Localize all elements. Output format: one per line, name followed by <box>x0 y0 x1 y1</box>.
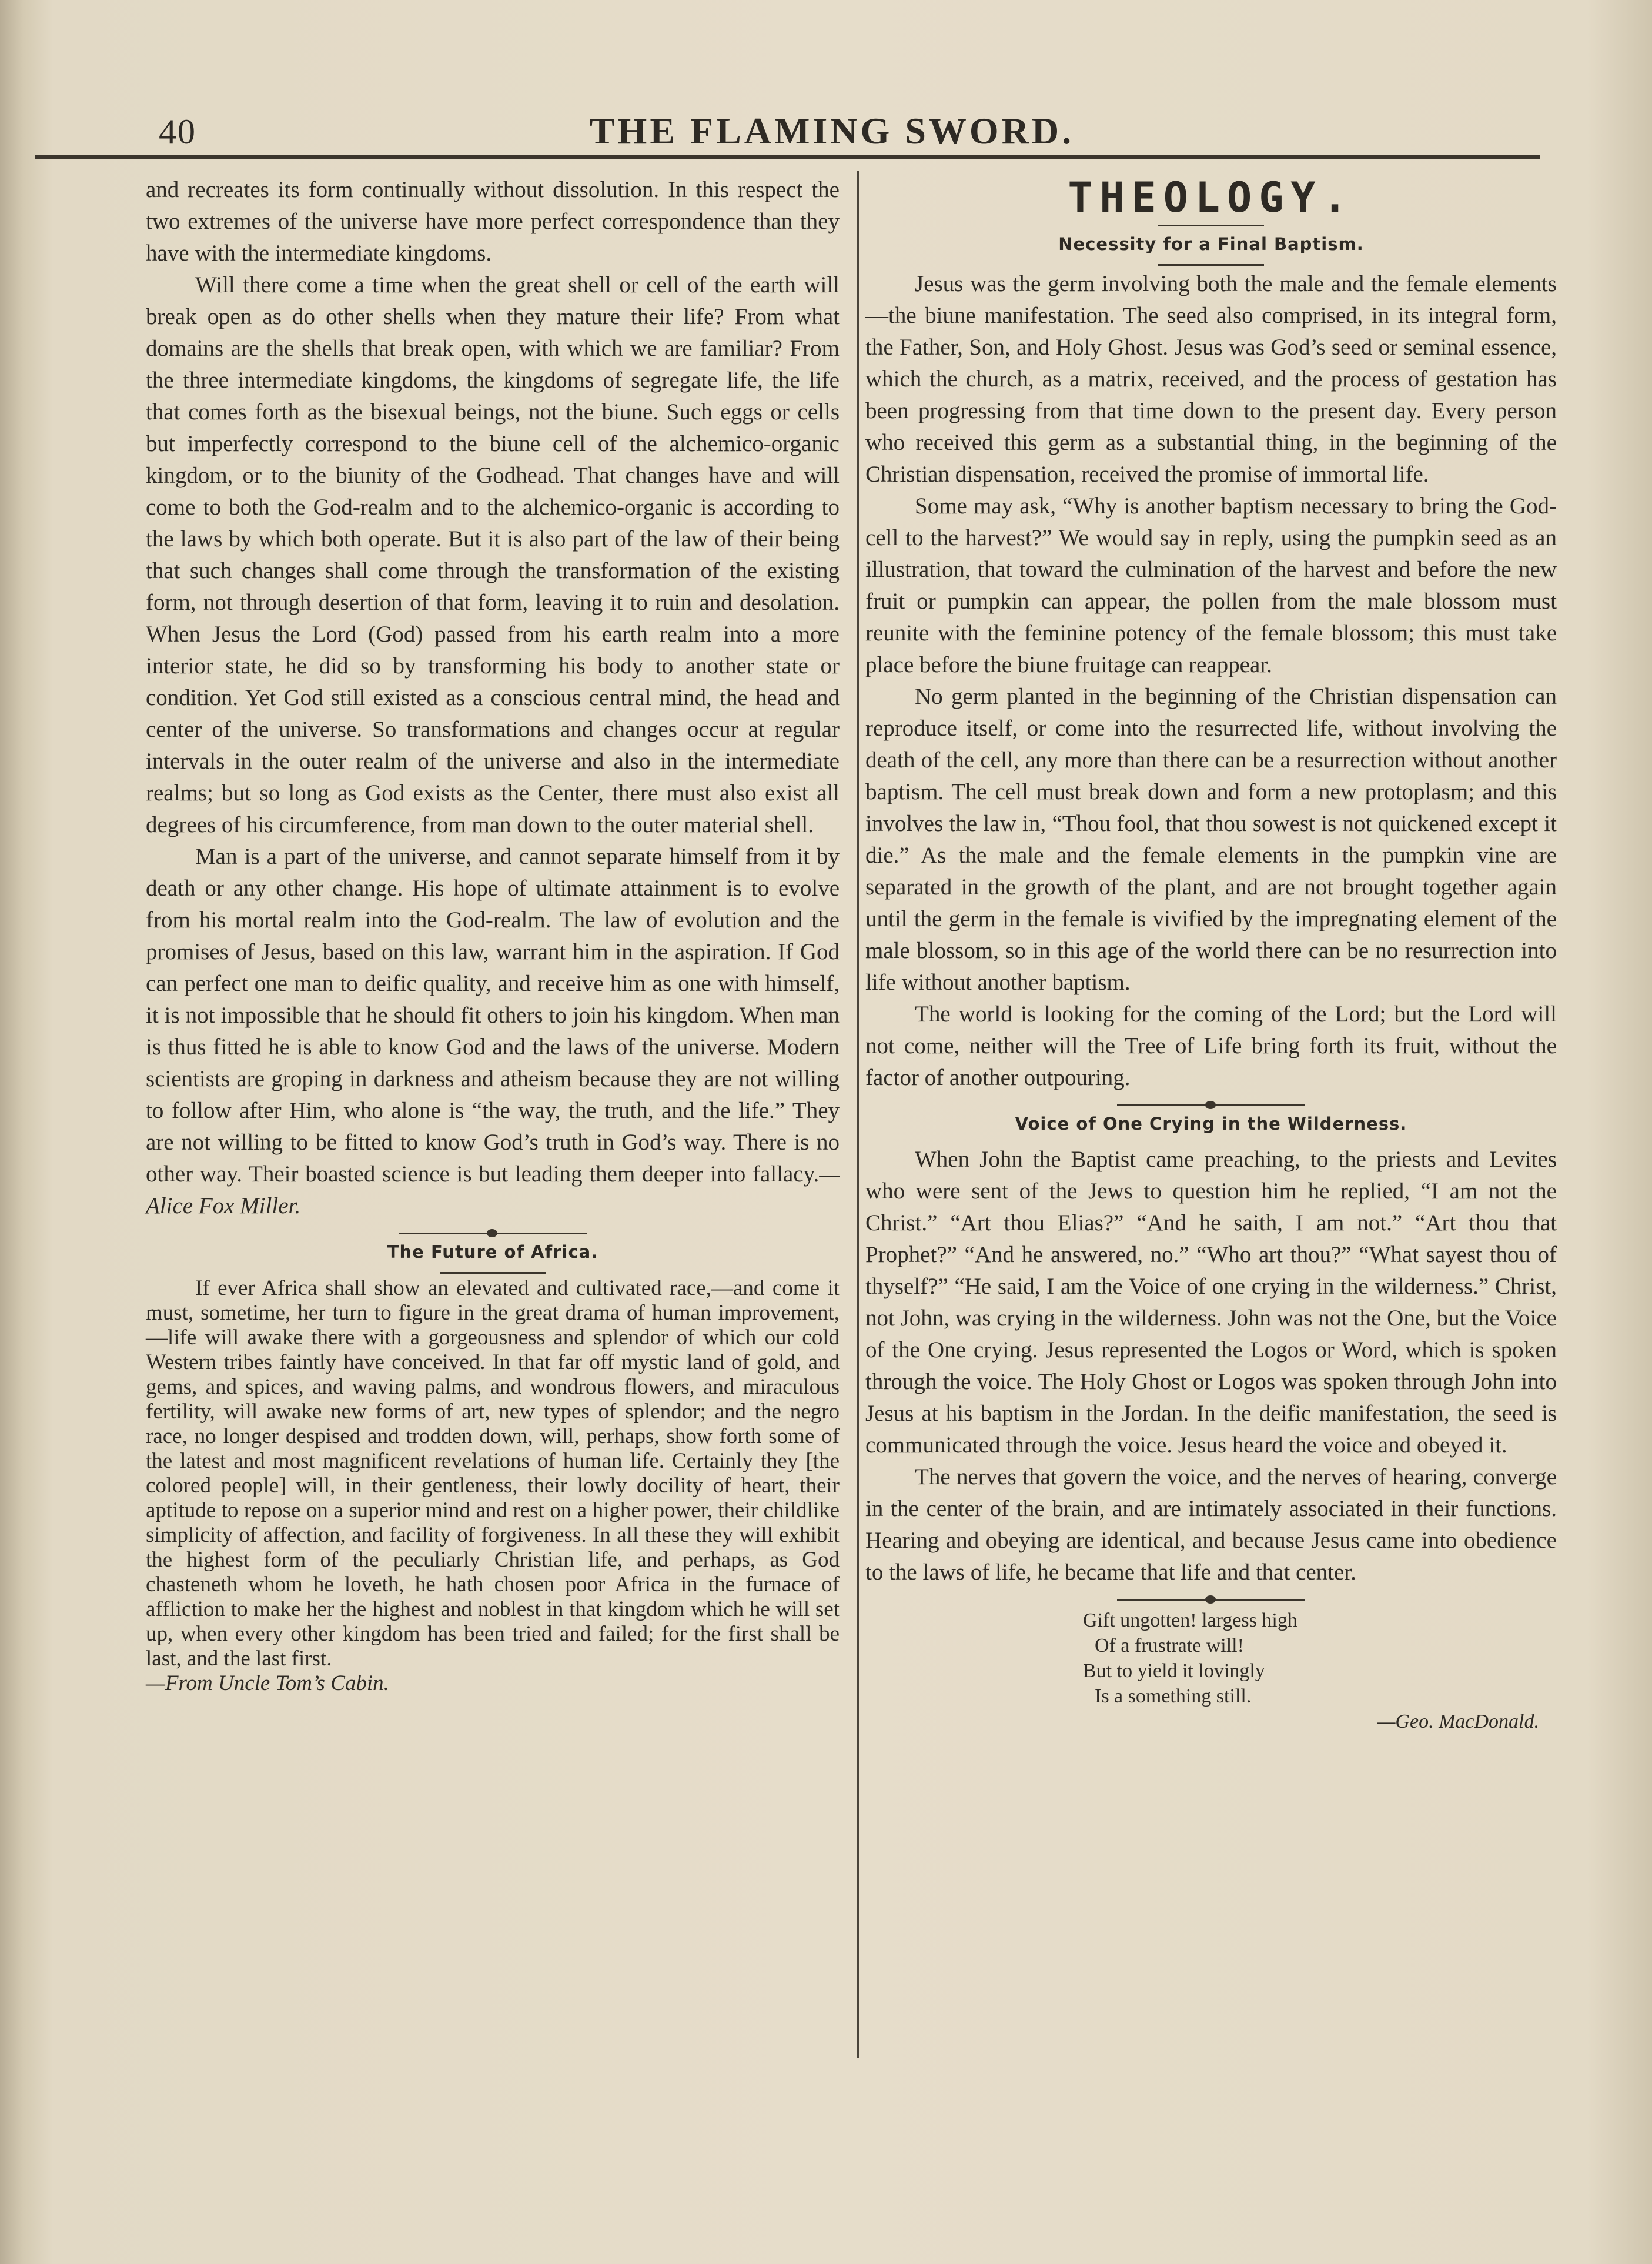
title-rule <box>1158 225 1264 226</box>
paragraph: Will there come a time when the great shell or cell of the earth will break open as do other shells when they mature their life? From what domains are the shells that break open, with which we are familiar? From the three intermediate kingdoms, the kingdoms of segregate life, the life that comes forth as the bisexual beings, not the biune. Such eggs or cells but imperfectly correspond to the biune cell of the alchemico-organic kingdom, or to the biunity of the Godhead. That changes have and will come to both the God-realm and to the alchemico-organic is according to the laws by which both operate. But it is also part of the law of their being that such changes shall come through the transformation of the existing form, not through desertion of that form, leaving it to ruin and desolation. When Jesus the Lord (God) passed from his earth realm into a more interior state, he did so by transforming his body to another state or condition. Yet God still existed as a conscious central mind, the head and center of the universe. So transformations and changes occur at regular intervals in the outer realm of the universe and also in the intermediate realms; but so long as God exists as the Center, there must also exist all degrees of his circumference, from man down to the outer material shell. <box>146 272 840 837</box>
paragraph <box>146 841 840 1222</box>
poem-line: Is a something still. <box>1095 1685 1252 1707</box>
paragraph: Some may ask, “Why is another baptism necessary to bring the God-cell to the harvest?” We would say in reply, using the pumpkin seed as an illustration, that toward the culmination of the harvest and before the new fruit or pumpkin can appear, the pollen from the male blossom must reunite with the feminine potency of the female blossom; this must take place before the biune fruitage can reappear. <box>865 493 1557 677</box>
paragraph: No germ planted in the beginning of the Christian dispensation can reproduce itself, or come into the resurrected life, without involving the death of the cell, any more than there can be a resurrection without another baptism. The cell must break down and form a new protoplasm; and this involves the law in, “Thou fool, that thou sowest is not quickened except it die.” As the male and the female elements in the pumpkin vine are separated in the growth of the plant, and are not brought together again until the germ in the female is vivified by the impregnating element of the male blossom, so in this age of the world there can be no resurrection into life without another baptism. <box>865 684 1557 995</box>
left-column <box>146 174 840 1696</box>
running-title: THE FLAMING SWORD. <box>589 110 1075 152</box>
africa-text: If ever Africa shall show an elevated and cultivated race,—and come it must, sometime, her turn to figure in the great drama of human improvement,—life will awake there with a gorgeousness and splendor of which our cold Western tribes faintly have conceived. In that far off mystic land of gold, and gems, and spices, and waving palms, and wondrous flowers, and miraculous fertility, will awake new forms of art, new types of splendor; and the negro race, no longer despised and trodden down, will, perhaps, show forth some of the latest and most magnificent revelations of human life. Certainly they [the colored people] will, in their gentleness, their lowly docility of heart, their aptitude to repose on a superior mind and rest on a higher power, their childlike simplicity of affection, and facility of forgiveness. In all these they will exhibit the highest form of the peculiarly Christian life, and perhaps, as God chasteneth whom he loveth, he hath chosen poor Africa in the furnace of affliction to make her the highest and noblest in that kingdom which he will set up, when every other kingdom has been tried and failed; for the first shall be last, and the last first. <box>146 1276 840 1671</box>
department-title: THEOLOGY. <box>1068 173 1355 222</box>
paragraph-text: Man is a part of the universe, and cannot separate himself from it by death or any other change. His hope of ultimate attainment is to evolve from his mortal realm into the God-realm. The law of evolution and the promises of Jesus, based on this law, warrant him in the aspiration. If God can perfect one man to deific quality, and receive him as one with himself, it is not impossible that he should fit others to join his kingdom. When man is thus fitted he is able to know God and the laws of the universe. Modern scientists are groping in darkness and atheism because they are not willing to follow after Him, who alone is “the way, the truth, and the life.” They are not willing to be fitted to know God’s truth in God’s way. There is no other way. Their boasted science is but leading them deeper into fallacy. <box>146 844 840 1187</box>
section-title-baptism: Necessity for a Final Baptism. <box>1058 234 1364 254</box>
africa-paragraph <box>146 1276 840 1696</box>
ornament-divider <box>1117 1599 1305 1601</box>
title-underline <box>440 1272 546 1274</box>
section-title-africa: The Future of Africa. <box>387 1242 598 1262</box>
title-underline <box>1158 264 1264 266</box>
byline: —Alice Fox Miller. <box>146 1161 840 1218</box>
page-number: 40 <box>159 112 196 151</box>
poem-line: But to yield it lovingly <box>1083 1660 1265 1682</box>
column-rule <box>857 171 859 2058</box>
ornament-divider <box>399 1233 587 1234</box>
section-title-voice: Voice of One Crying in the Wilderness. <box>1015 1114 1407 1134</box>
paragraph: The world is looking for the coming of the Lord; but the Lord will not come, neither will the Tree of Life bring forth its fruit, without the factor of another outpouring. <box>865 1001 1557 1090</box>
paragraph: Jesus was the germ involving both the male and the female elements—the biune manifestation. The seed also comprised, in its integral form, the Father, Son, and Holy Ghost. Jesus was God’s seed or seminal essence, which the church, as a matrix, received, and the process of gestation has been progressing from that time down to the present day. Every person who received this germ as a substantial thing, in the beginning of the Christian dispensation, received the promise of immortal life. <box>865 271 1557 487</box>
right-column <box>865 174 1557 1734</box>
header-rule <box>35 155 1540 159</box>
poem-attribution: —Geo. MacDonald. <box>1377 1711 1539 1732</box>
poem-line: Gift ungotten! largess high <box>1083 1609 1297 1631</box>
paragraph: and recreates its form continually without dissolution. In this respect the two extremes of the universe have more perfect correspondence than they have with the intermediate kingdoms. <box>146 177 840 266</box>
poem <box>1083 1608 1557 1709</box>
poem-line: Of a frustrate will! <box>1095 1635 1244 1657</box>
paragraph: When John the Baptist came preaching, to the priests and Levites who were sent of the Jews to question him he replied, “I am not the Christ.” “Art thou Elias?” “And he saith, I am not.” “Art thou that Prophet?” “And he answered, no.” “Who art thou?” “What sayest thou of thyself?” “He said, I am the Voice of one crying in the wilderness.” Christ, not John, was crying in the wilderness. John was not the One, but the Voice of the One crying. Jesus represented the Logos or Word, which is spoken through the voice. The Holy Ghost or Logos was spoken through John into Jesus at his baptism in the Jordan. In the deific manifestation, the seed is communicated through the voice. Jesus heard the voice and obeyed it. <box>865 1147 1557 1458</box>
paragraph: The nerves that govern the voice, and the nerves of hearing, converge in the center of the brain, and are intimately associated in their functions. Hearing and obeying are identical, and because Jesus came into obedience to the laws of life, he became that life and that center. <box>865 1464 1557 1585</box>
ornament-divider <box>1117 1104 1305 1106</box>
africa-source: —From Uncle Tom’s Cabin. <box>146 1671 389 1695</box>
